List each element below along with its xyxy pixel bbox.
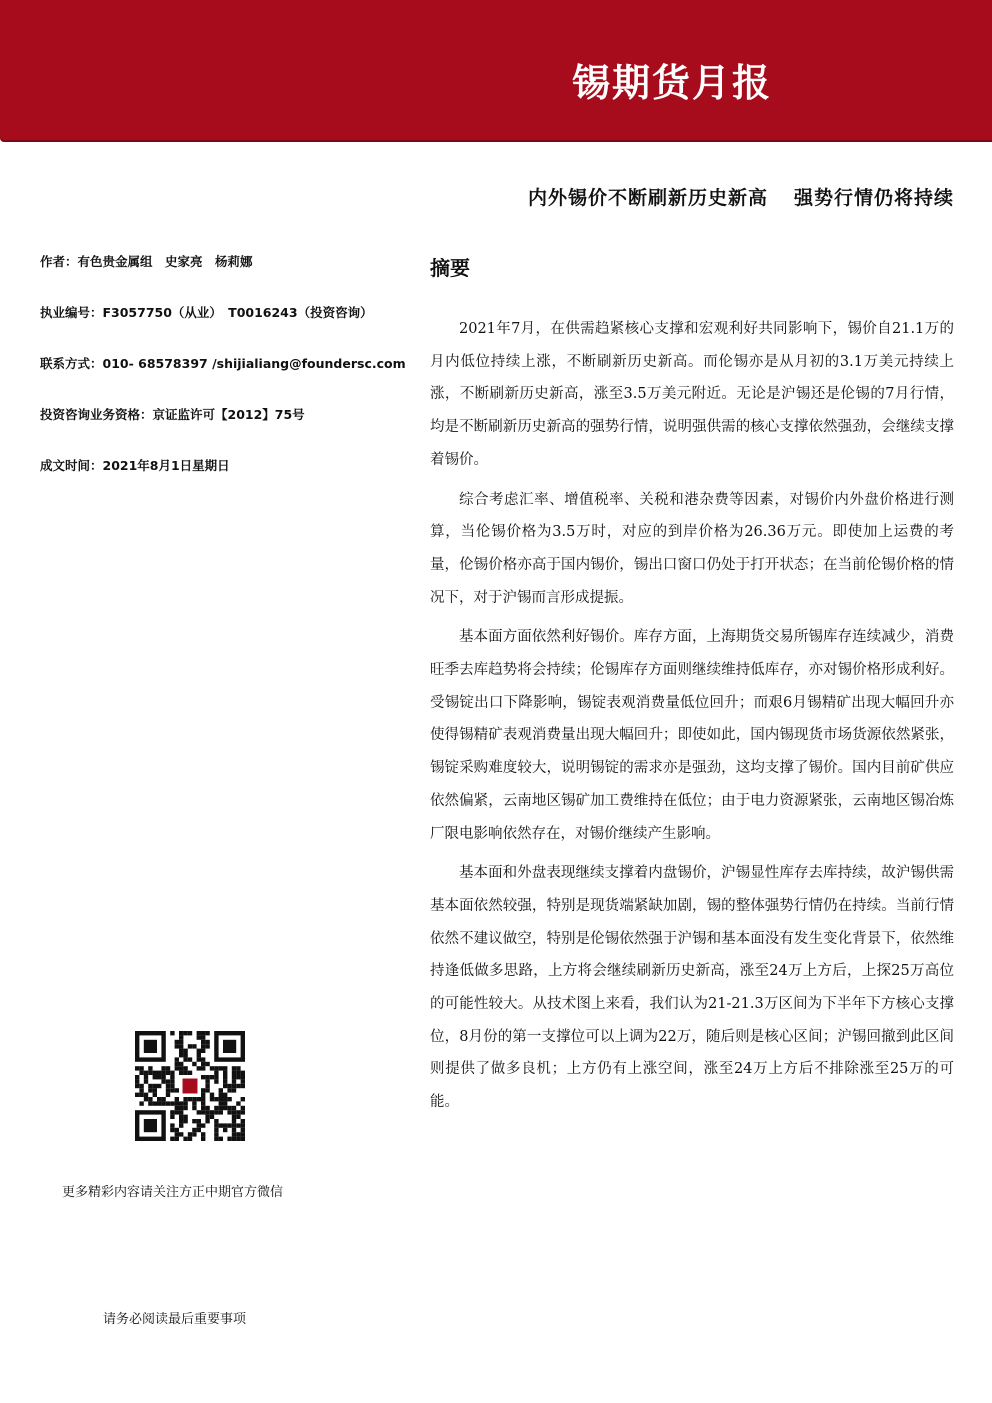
qr-code-icon — [135, 1031, 245, 1141]
abstract-paragraph: 基本面方面依然利好锡价。库存方面，上海期货交易所锡库存连续减少，消费旺季去库趋势将会持续；伦锡库存方面则继续维持低库存，亦对锡价格形成利好。受锡锭出口下降影响，锡锭表观消费量低位回升；而艰6月锡精矿出现大幅回升亦使得锡精矿表观消费量出现大幅回升；即使如此，国内锡现货市场货源依然紧张，锡锭采购难度较大，说明锡锭的需求亦是强劲，这均支撑了锡价。国内目前矿供应依然偏紧，云南地区锡矿加工费维持在低位；由于电力资源紧张，云南地区锡冶炼厂限电影响依然存在，对锡价继续产生影响。 — [430, 629, 954, 842]
abstract-paragraph: 基本面和外盘表现继续支撑着内盘锡价，沪锡显性库存去库持续，故沪锡供需基本面依然较强，特别是现货端紧缺加剧，锡的整体强势行情仍在持续。当前行情依然不建议做空，特别是伦锡依然强于沪锡和基本面没有发生变化背景下，依然维持逢低做多思路，上方将会继续刷新历史新高，涨至24万上方后，上探25万高位的可能性较大。从技术图上来看，我们认为21-21.3万区间为下半年下方核心支撑位，8月份的第一支撑位可以上调为22万，随后则是核心区间；沪锡回撤到此区间则提供了做多良机；上方仍有上涨空间，涨至24万上方后不排除涨至25万的可能。 — [430, 865, 954, 1111]
abstract-body — [430, 313, 954, 1126]
report-title: 锡期货月报 — [571, 61, 772, 105]
qr-caption: 更多精彩内容请关注方正中期官方微信 — [62, 1185, 284, 1200]
abstract-paragraph: 综合考虑汇率、增值税率、关税和港杂费等因素，对锡价内外盘价格进行测算，当伦锡价格为3.5万时，对应的到岸价格为26.36万元。即使加上运费的考量，伦锡价格亦高于国内锡价，锡出口窗口仍处于打开状态；在当前伦锡价格的情况下，对于沪锡而言形成提振。 — [430, 491, 954, 606]
report-headline — [528, 183, 954, 210]
author-line: 作者：有色贵金属组 史家亮 杨莉娜 — [40, 254, 253, 269]
contact-line: 联系方式：010- 68578397 /shijialiang@foundersc.com — [40, 356, 406, 371]
date-line: 成文时间：2021年8月1日星期日 — [40, 458, 230, 473]
disclaimer-note: 请务必阅读最后重要事项 — [103, 1312, 247, 1327]
author-info — [40, 252, 406, 507]
headline-part-1: 内外锡价不断刷新历史新高 — [527, 187, 768, 209]
abstract-paragraph: 2021年7月，在供需趋紧核心支撑和宏观利好共同影响下，锡价自21.1万的月内低位持续上涨，不断刷新历史新高。而伦锡亦是从月初的3.1万美元持续上涨，不断刷新历史新高，涨至3.5万美元附近。无论是沪锡还是伦锡的7月行情，均是不断刷新历史新高的强势行情，说明强供需的核心支撑依然强劲，会继续支撑着锡价。 — [430, 321, 954, 468]
abstract-heading: 摘要 — [430, 256, 470, 280]
header-band — [0, 0, 992, 140]
license-line: 执业编号：F3057750（从业） T0016243（投资咨询） — [40, 305, 373, 320]
headline-part-2: 强势行情仍将持续 — [793, 187, 954, 209]
qualification-line: 投资咨询业务资格：京证监许可【2012】75号 — [40, 407, 305, 422]
